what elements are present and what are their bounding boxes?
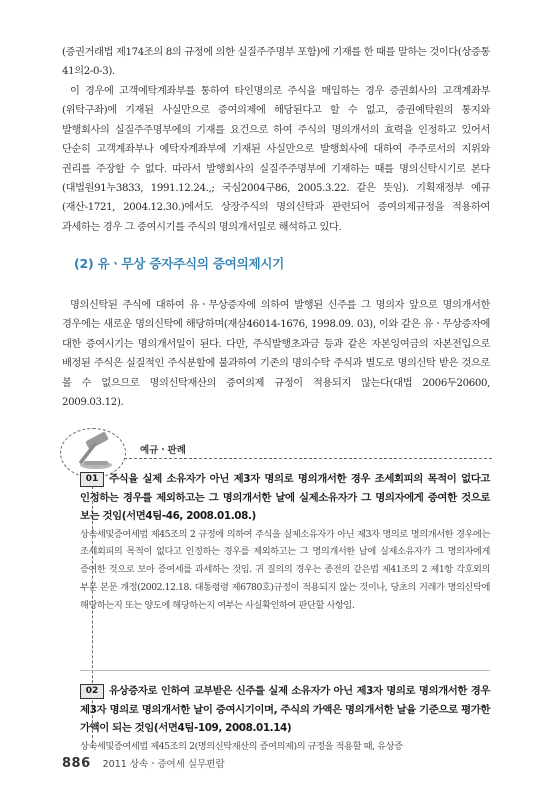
case-law-box bbox=[58, 420, 492, 750]
book-title: 2011 상속ㆍ증여세 실무편람 bbox=[102, 759, 225, 770]
case-heading bbox=[80, 682, 490, 738]
page-number: 886 bbox=[62, 756, 91, 771]
body-paragraph-2: 이 경우에 고객예탁계좌부를 통하여 타인명의로 주식을 매입하는 경우 증권회사의 고객계좌부(위탁구좌)에 기재된 사실만으로 증여의제에 해당된다고 할 수 없고, 증권예탁원의 통지와 발행회사의 실질주주명부에의 기재를 요건으로 하여 주식의 명의개서의 효력을 인정하고 있어서 단순히 고객계좌부나 예탁자계좌부에 기재된 사실만으로 발행회사에 대하여 주주로서의 지위와 권리를 주장할 수 없다. 따라서 발행회사의 실질주주명부에 기재하는 때를 명의신탁시기로 본다(대법원91누3833, 1991.12.24.,; 국심2004구86, 2005.3.22. 같은 뜻임). 기획재정부 예규(재산-1721, 2004.12.30.)에서도 상장주식의 명의신탁과 관련되어 증여의제규정을 적용하여 과세하는 경우 그 증여시기를 주식의 명의개서일로 해석하고 있다. bbox=[62, 86, 490, 233]
case-body: 상속세및증여세법 제45조의 2 규정에 의하여 주식을 실제소유자가 아닌 제3자 명의로 명의개서한 경우에는 조세회피의 목적이 없다고 인정하는 경우를 제외하고는 그 명의개서한 날에 실제소유자가 그 명의자에게 증여한 것으로 보아 증여세를 과세하는 것임. 귀 질의의 경우는 종전의 같은법 제41조의 2 제1항 각호외의 부분 본문 개정(2002.12.18. 대통령령 제6780호)규정이 적용되지 않는 것이나, 당초의 거래가 명의신탁에 해당하는지 또는 양도에 해당하는지 여부는 사실확인하여 판단할 사항임. bbox=[80, 528, 490, 611]
case-body: 상속세및증여세법 제45조의 2(명의신탁재산의 증여의제)의 규정을 적용할 때, 유상증 bbox=[80, 740, 403, 752]
case-item bbox=[80, 470, 490, 614]
case-number-badge: 02 bbox=[80, 684, 104, 699]
page-footer bbox=[62, 756, 225, 771]
case-heading-text: 주식을 실제 소유자가 아닌 제3자 명의로 명의개서한 경우 조세회피의 목적이 없다고 인정하는 경우를 제외하고는 그 명의개서한 날에 실제소유자가 그 명의자에게 증여한 것으로 보는 것임(서면4팀-46, 2008.01.08.) bbox=[80, 473, 490, 523]
case-number-badge: 01 bbox=[80, 472, 104, 487]
section-title: (2) 유ㆍ무상 증자주식의 증여의제시기 bbox=[74, 256, 285, 271]
body-paragraph-3: 명의신탁된 주식에 대하여 유ㆍ무상증자에 의하여 발행된 신주를 그 명의자 앞으로 명의개서한 경우에는 새로운 명의신탁에 해당하며(재삼46014-1676, 1998.09. 03), 이와 같은 유ㆍ무상증자에 대한 증여시기는 명의개서일이 된다. 다만, 주식발행초과금 등과 같은 자본잉여금의 자본전입으로 배정된 주식은 실질적인 주식분할에 불과하여 기존의 명의수탁 주식과 별도로 명의신탁 받은 것으로 볼 수 없으므로 명의신탁재산의 증여의제 규정이 적용되지 않는다(대법 2006두20600, 2009.03.12). bbox=[62, 300, 490, 409]
case-divider bbox=[80, 670, 490, 671]
case-heading-text: 유상증자로 인하여 교부받은 신주를 실제 소유자가 아닌 제3자 명의로 명의개서한 경우 제3자 명의로 명의개서한 날이 증여시기이며, 주식의 가액은 명의개서한 날을 기준으로 평가한 가액이 되는 것임(서면4팀-109, 2008.01.14) bbox=[80, 685, 490, 735]
body-paragraph-1: (증권거래법 제174조의 8의 규정에 의한 실질주주명부 포함)에 기재를 한 때를 말하는 것이다(상증통 41의2-0-3). bbox=[62, 47, 490, 78]
case-heading bbox=[80, 470, 490, 526]
case-item bbox=[80, 682, 490, 755]
gavel-icon bbox=[68, 432, 120, 472]
case-box-label: 예규ㆍ판례 bbox=[140, 445, 186, 456]
dashed-divider bbox=[124, 458, 492, 459]
